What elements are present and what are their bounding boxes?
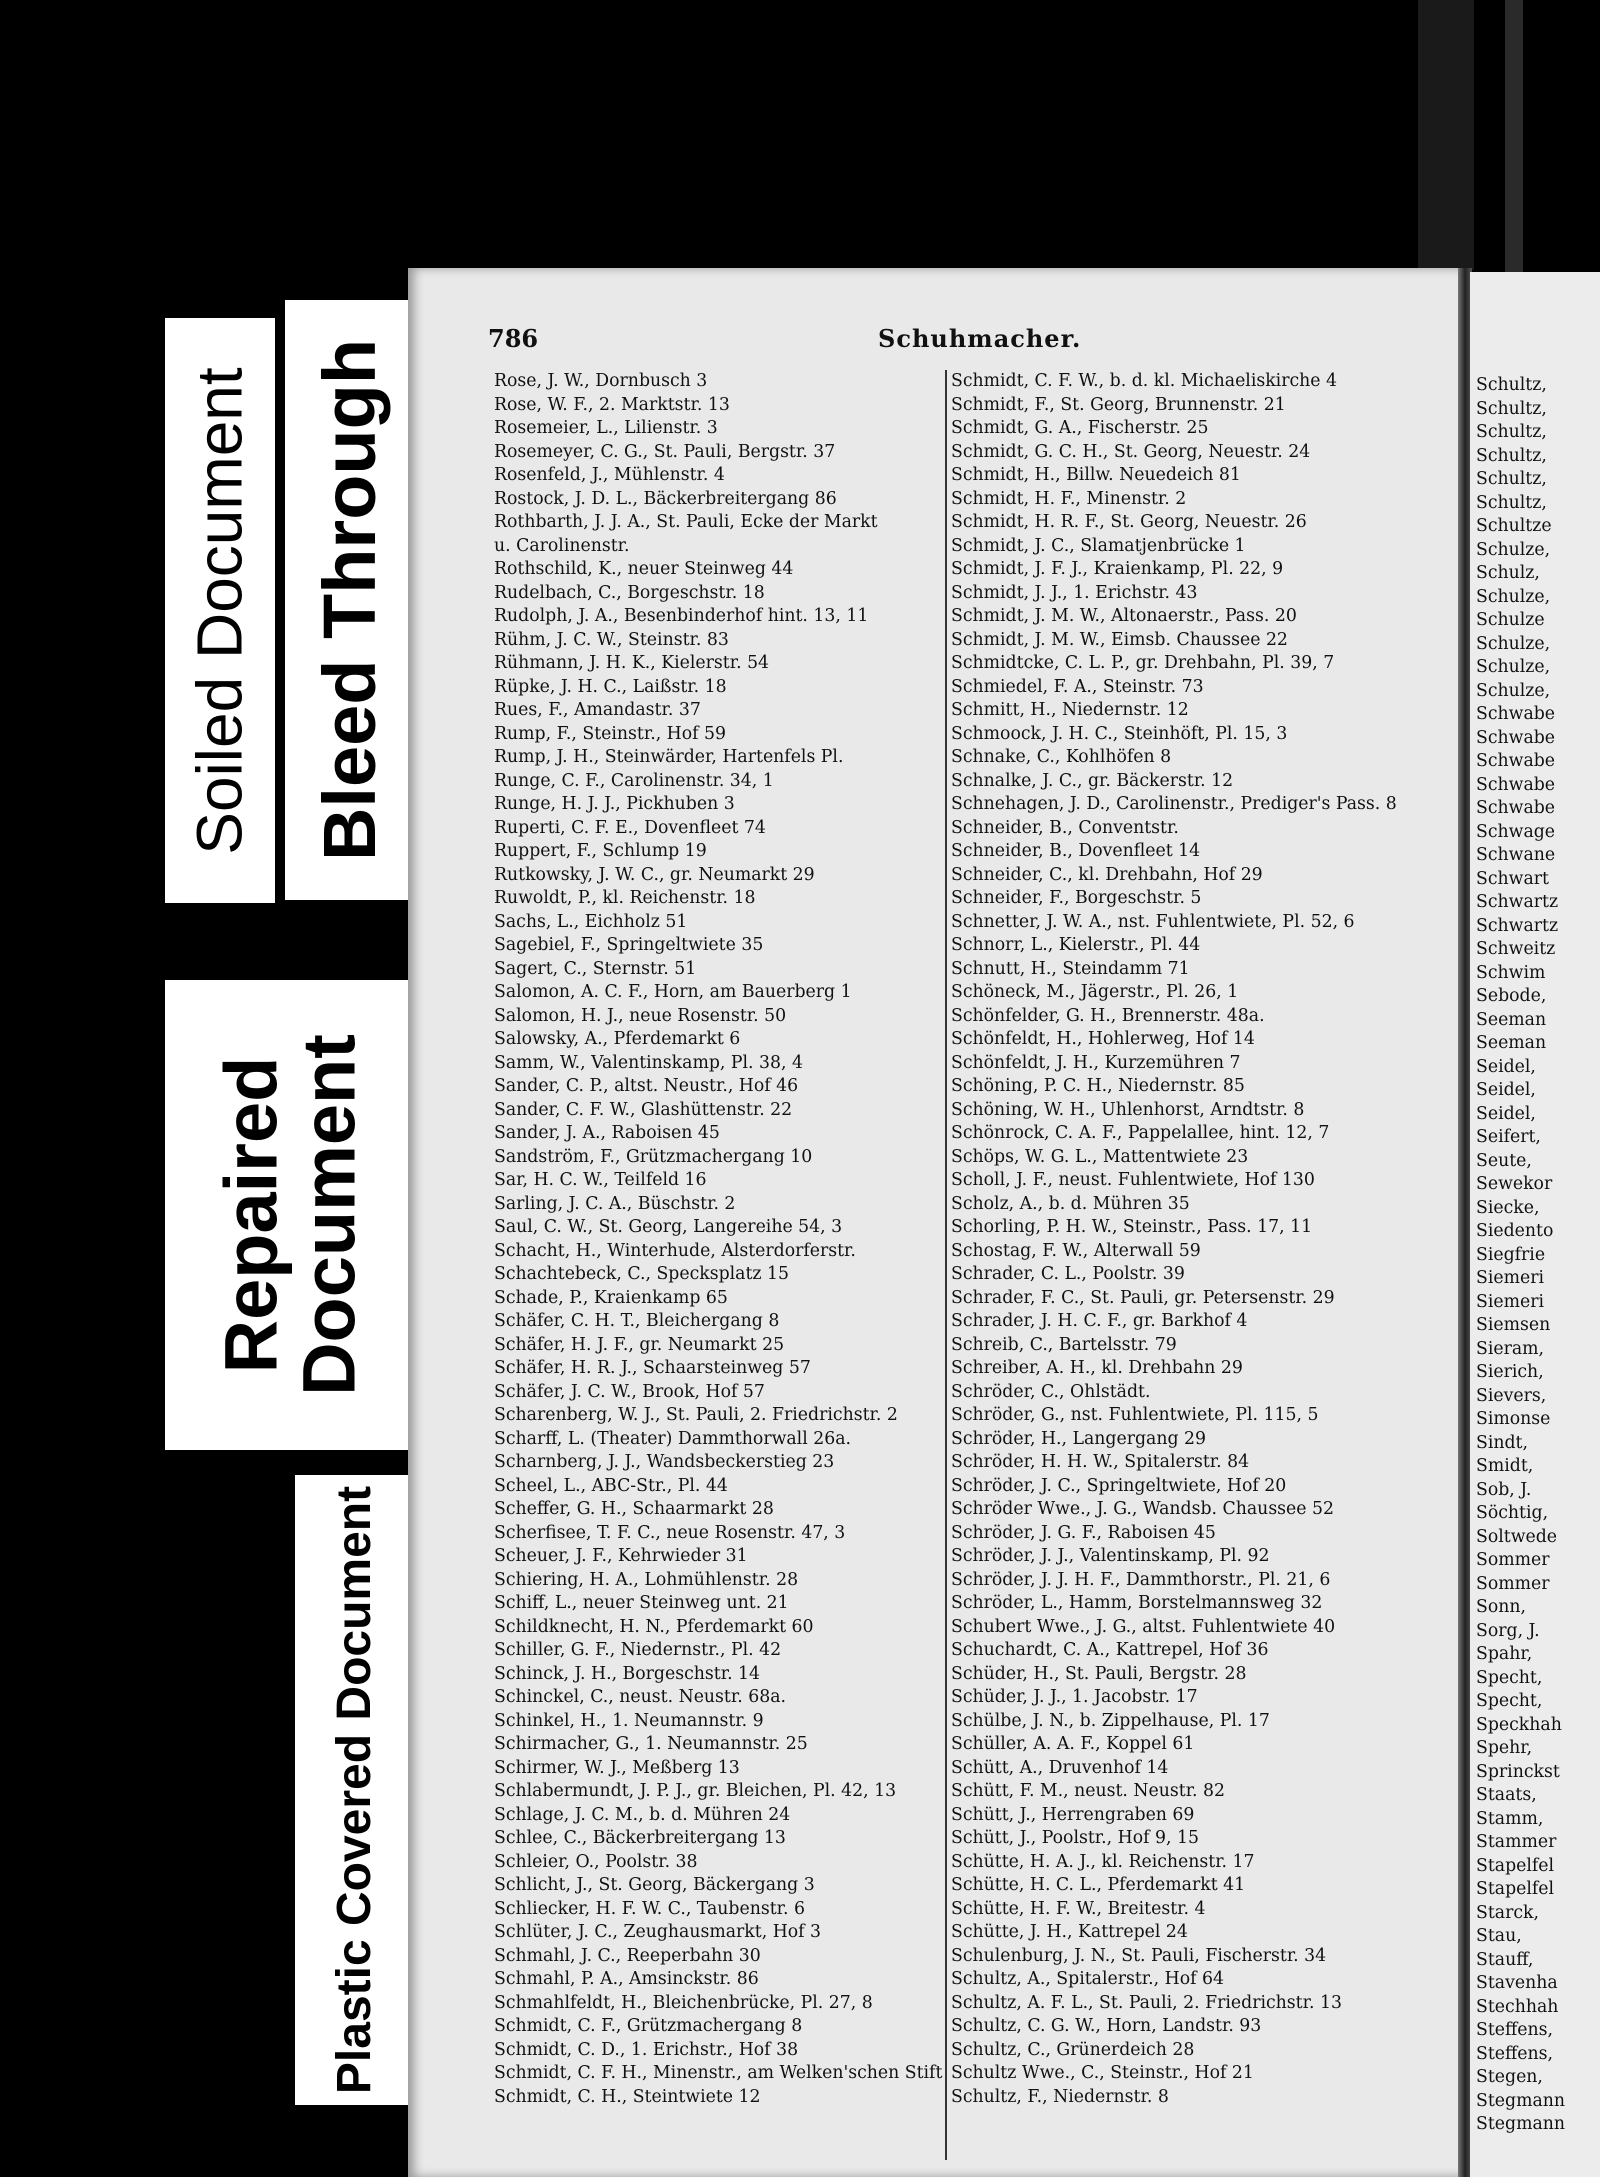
directory-entry: Stegmann	[1476, 2090, 1566, 2111]
directory-entry: Schinckel, C., neust. Neustr. 68a.	[494, 1687, 786, 1707]
directory-entry: Schöps, W. G. L., Mattentwiete 23	[951, 1146, 1249, 1167]
directory-entry: Sonn,	[1476, 1597, 1526, 1617]
tab-label-2: Document	[287, 1034, 370, 1396]
directory-entry: Schleier, O., Poolstr. 38	[494, 1851, 698, 1872]
directory-entry: Schönrock, C. A. F., Pappelallee, hint. 12, 7	[951, 1123, 1330, 1143]
directory-entry: Schmoock, J. H. C., Steinhöft, Pl. 15, 3	[951, 723, 1288, 744]
directory-entry: Rühmann, J. H. K., Kielerstr. 54	[494, 653, 770, 673]
directory-entry: Stamm,	[1476, 1808, 1544, 1829]
directory-entry: Schwim	[1476, 962, 1546, 983]
directory-entry: Seidel,	[1476, 1080, 1536, 1100]
directory-entry: Sandström, F., Grützmachergang 10	[494, 1146, 813, 1167]
directory-entry: Schüder, J. J., 1. Jacobstr. 17	[951, 1687, 1198, 1707]
directory-entry: Scheel, L., ABC-Str., Pl. 44	[494, 1475, 728, 1496]
directory-entry: Schäfer, J. C. W., Brook, Hof 57	[494, 1381, 765, 1402]
directory-entry: Steffens,	[1476, 2020, 1554, 2040]
directory-entry: Rose, J. W., Dornbusch 3	[494, 371, 708, 391]
directory-entry: Schultz,	[1476, 422, 1547, 442]
directory-entry: Rostock, J. D. L., Bäckerbreitergang 86	[494, 488, 837, 509]
directory-entry: Schultz Wwe., C., Steinstr., Hof 21	[951, 2063, 1254, 2083]
directory-entry: Schlabermundt, J. P. J., gr. Bleichen, Pl. 42, 13	[494, 1781, 897, 1801]
directory-entry: Rump, F., Steinstr., Hof 59	[494, 723, 727, 744]
directory-entry: Schultz, C., Grünerdeich 28	[951, 2039, 1195, 2060]
directory-entry: Schröder, L., Hamm, Borstelmannsweg 32	[951, 1593, 1323, 1613]
directory-entry: Schmidt, H. R. F., St. Georg, Neuestr. 26	[951, 512, 1307, 532]
tab-label: Soiled Document	[183, 366, 256, 855]
directory-entry: Sander, C. P., altst. Neustr., Hof 46	[494, 1076, 799, 1096]
directory-entry: Rudelbach, C., Borgeschstr. 18	[494, 582, 765, 603]
directory-entry: Sprinckst	[1476, 1761, 1560, 1782]
directory-entry: Rothschild, K., neuer Steinweg 44	[494, 559, 794, 579]
directory-entry: Sommer	[1476, 1550, 1550, 1570]
directory-entry: Scherfisee, T. F. C., neue Rosenstr. 47, 3	[494, 1522, 846, 1543]
directory-entry: Schmahlfeldt, H., Bleichenbrücke, Pl. 27, 8	[494, 1992, 873, 2013]
directory-entry: Schmahl, J. C., Reeperbahn 30	[494, 1945, 761, 1966]
directory-entry: Soltwede	[1476, 1526, 1558, 1547]
directory-entry: Schöneck, M., Jägerstr., Pl. 26, 1	[951, 982, 1239, 1002]
directory-entry: Schwane	[1476, 845, 1556, 865]
directory-entry: Schönfelder, G. H., Brennerstr. 48a.	[951, 1005, 1265, 1026]
directory-entry: Schreib, C., Bartelsstr. 79	[951, 1334, 1177, 1355]
facing-page	[1470, 272, 1600, 2177]
directory-entry: Schäfer, C. H. T., Bleichergang 8	[494, 1311, 780, 1331]
directory-entry: Schultz,	[1476, 375, 1547, 395]
directory-entry: Schrader, C. L., Poolstr. 39	[951, 1264, 1185, 1284]
directory-entry: Scholl, J. F., neust. Fuhlentwiete, Hof 130	[951, 1170, 1315, 1190]
page-number: 786	[488, 324, 539, 353]
directory-entry: Sagebiel, F., Springeltwiete 35	[494, 935, 764, 955]
directory-entry: Stavenha	[1476, 1973, 1558, 1993]
directory-entry: Schiering, H. A., Lohmühlenstr. 28	[494, 1569, 799, 1590]
tab-label: Bleed Through	[308, 338, 392, 862]
directory-entry: Schulze	[1476, 610, 1545, 630]
directory-entry: Schirmacher, G., 1. Neumannstr. 25	[494, 1734, 808, 1754]
directory-entry: Schorling, P. H. W., Steinstr., Pass. 17, 11	[951, 1217, 1313, 1237]
directory-entry: Schmidt, C. F. H., Minenstr., am Welken'schen Stift	[494, 2063, 943, 2083]
directory-entry: Ruppert, F., Schlump 19	[494, 841, 707, 861]
directory-entry: Schnetter, J. W. A., nst. Fuhlentwiete, Pl. 52, 6	[951, 911, 1355, 932]
scanned-page	[408, 268, 1463, 2177]
directory-entry: Schmidt, C. F. W., b. d. kl. Michaeliskirche 4	[951, 371, 1337, 391]
directory-entry: Runge, H. J. J., Pickhuben 3	[494, 794, 735, 814]
directory-entry: Sarling, J. C. A., Büschstr. 2	[494, 1193, 736, 1214]
directory-entry: Scheuer, J. F., Kehrwieder 31	[494, 1546, 748, 1566]
directory-entry: Schildknecht, H. N., Pferdemarkt 60	[494, 1616, 814, 1637]
directory-entry: Schreiber, A. H., kl. Drehbahn 29	[951, 1358, 1243, 1378]
directory-entry: Specht,	[1476, 1667, 1543, 1688]
directory-entry: Stammer	[1476, 1832, 1557, 1852]
directory-entry: Schütte, H. F. W., Breitestr. 4	[951, 1898, 1206, 1919]
directory-entry: Spehr,	[1476, 1738, 1533, 1758]
directory-entry: Schäfer, H. J. F., gr. Neumarkt 25	[494, 1334, 785, 1355]
directory-entry: u. Carolinenstr.	[494, 535, 630, 556]
directory-entry: Schröder, J. J., Valentinskamp, Pl. 92	[951, 1546, 1270, 1566]
directory-entry: Schönfeldt, H., Hohlerweg, Hof 14	[951, 1029, 1255, 1049]
directory-entry: Stauff,	[1476, 1949, 1534, 1970]
directory-entry: Schröder, G., nst. Fuhlentwiete, Pl. 115, 5	[951, 1405, 1319, 1425]
directory-entry: Schulze,	[1476, 657, 1551, 677]
running-title: Schuhmacher.	[878, 324, 1082, 353]
directory-entry: Rosemeyer, C. G., St. Pauli, Bergstr. 37	[494, 441, 836, 462]
directory-entry: Schmidt, G. C. H., St. Georg, Neuestr. 24	[951, 441, 1311, 462]
directory-entry: Schütte, J. H., Kattrepel 24	[951, 1922, 1188, 1942]
directory-entry: Schneider, C., kl. Drehbahn, Hof 29	[951, 864, 1263, 885]
directory-entry: Schiller, G. F., Niedernstr., Pl. 42	[494, 1640, 782, 1660]
directory-entry: Scharff, L. (Theater) Dammthorwall 26a.	[494, 1428, 852, 1449]
directory-entry: Schweitz	[1476, 939, 1556, 959]
directory-entry: Schmitt, H., Niedernstr. 12	[951, 700, 1189, 720]
tab-label: Repaired	[209, 1056, 293, 1374]
directory-entry: Schröder, H., Langergang 29	[951, 1428, 1206, 1449]
directory-entry: Schütt, A., Druvenhof 14	[951, 1757, 1169, 1778]
directory-entry: Seeman	[1476, 1009, 1547, 1030]
directory-entry: Schmidt, H. F., Minenstr. 2	[951, 488, 1187, 509]
directory-entry: Schmidt, J. M. W., Eimsb. Chaussee 22	[951, 629, 1288, 650]
directory-entry: Sorg, J.	[1476, 1620, 1540, 1641]
directory-entry: Schmidt, J. J., 1. Erichstr. 43	[951, 582, 1198, 603]
directory-entry: Stapelfel	[1476, 1879, 1555, 1899]
directory-entry: Schöning, W. H., Uhlenhorst, Arndtstr. 8	[951, 1099, 1305, 1120]
directory-entry: Schultz, A., Spitalerstr., Hof 64	[951, 1969, 1224, 1989]
directory-entry: Schröder, J. J. H. F., Dammthorstr., Pl. 21, 6	[951, 1569, 1331, 1590]
directory-entry: Schultz, A. F. L., St. Pauli, 2. Friedrichstr. 13	[951, 1992, 1342, 2013]
directory-entry: Smidt,	[1476, 1456, 1534, 1476]
directory-entry: Schlüter, J. C., Zeughausmarkt, Hof 3	[494, 1922, 822, 1942]
directory-entry: Rothbarth, J. J. A., St. Pauli, Ecke der Markt	[494, 512, 878, 532]
directory-entry: Staats,	[1476, 1785, 1537, 1805]
directory-entry: Schröder, H. H. W., Spitalerstr. 84	[951, 1452, 1250, 1472]
directory-entry: Schwabe	[1476, 727, 1556, 748]
directory-entry: Schinkel, H., 1. Neumannstr. 9	[494, 1710, 764, 1731]
directory-entry: Samm, W., Valentinskamp, Pl. 38, 4	[494, 1052, 803, 1073]
tab-repaired-document	[165, 980, 415, 1450]
directory-entry: Sagert, C., Sternstr. 51	[494, 958, 697, 979]
directory-entry: Schnorr, L., Kielerstr., Pl. 44	[951, 935, 1201, 955]
directory-entry: Schmidt, H., Billw. Neuedeich 81	[951, 465, 1241, 485]
directory-entry: Salomon, A. C. F., Horn, am Bauerberg 1	[494, 982, 852, 1002]
directory-entry: Sierich,	[1476, 1362, 1544, 1382]
directory-entry: Simonse	[1476, 1409, 1551, 1429]
directory-entry: Seifert,	[1476, 1127, 1541, 1147]
directory-entry: Schulenburg, J. N., St. Pauli, Fischerstr. 34	[951, 1945, 1327, 1966]
directory-entry: Saul, C. W., St. Georg, Langereihe 54, 3	[494, 1217, 843, 1237]
directory-entry: Schulze,	[1476, 680, 1551, 701]
tab-plastic-covered-document	[295, 1475, 415, 2105]
directory-entry: Schmidt, F., St. Georg, Brunnenstr. 21	[951, 394, 1286, 415]
directory-entry: Schirmer, W. J., Meßberg 13	[494, 1757, 740, 1778]
directory-entry: Ruperti, C. F. E., Dovenfleet 74	[494, 817, 766, 838]
directory-entry: Scholz, A., b. d. Mühren 35	[951, 1193, 1190, 1214]
directory-entry: Schmidtcke, C. L. P., gr. Drehbahn, Pl. 39, 7	[951, 653, 1335, 673]
directory-entry: Stapelfel	[1476, 1855, 1555, 1876]
directory-entry: Stechhah	[1476, 1996, 1559, 2017]
tab-label: Plastic Covered Document	[327, 1485, 381, 2095]
directory-entry: Schröder Wwe., J. G., Wandsb. Chaussee 52	[951, 1499, 1334, 1519]
directory-entry: Stau,	[1476, 1926, 1522, 1946]
directory-entry: Scharenberg, W. J., St. Pauli, 2. Friedrichstr. 2	[494, 1405, 898, 1425]
directory-entry: Sander, J. A., Raboisen 45	[494, 1123, 720, 1143]
directory-entry: Rose, W. F., 2. Marktstr. 13	[494, 394, 730, 415]
directory-entry: Steffens,	[1476, 2043, 1554, 2064]
directory-entry: Schmidt, C. D., 1. Erichstr., Hof 38	[494, 2039, 799, 2060]
directory-entry: Schuchardt, C. A., Kattrepel, Hof 36	[951, 1640, 1269, 1660]
directory-entry: Ruwoldt, P., kl. Reichenstr. 18	[494, 888, 756, 908]
directory-entry: Siemeri	[1476, 1268, 1544, 1288]
directory-entry: Schwabe	[1476, 774, 1556, 795]
directory-entry: Schrader, F. C., St. Pauli, gr. Petersenstr. 29	[951, 1287, 1335, 1308]
tab-bleed-through	[285, 300, 415, 900]
directory-entry: Schulze,	[1476, 586, 1551, 607]
fragment-column	[1476, 374, 1600, 2137]
tab-soiled-document	[165, 318, 275, 903]
directory-entry: Schäfer, H. R. J., Schaarsteinweg 57	[494, 1358, 811, 1378]
directory-entry: Sander, C. F. W., Glashüttenstr. 22	[494, 1099, 793, 1120]
directory-entry: Spahr,	[1476, 1644, 1533, 1664]
directory-entry: Schmidt, C. H., Steintwiete 12	[494, 2086, 761, 2107]
directory-entry: Schütt, J., Herrengraben 69	[951, 1804, 1195, 1825]
directory-entry: Schostag, F. W., Alterwall 59	[951, 1240, 1201, 1261]
directory-entry: Scharnberg, J. J., Wandsbeckerstieg 23	[494, 1452, 835, 1472]
directory-entry: Rosemeier, L., Lilienstr. 3	[494, 418, 718, 438]
directory-entry: Söchtig,	[1476, 1503, 1549, 1523]
directory-entry: Schliecker, H. F. W. C., Taubenstr. 6	[494, 1898, 805, 1919]
directory-entry: Schwage	[1476, 821, 1556, 842]
directory-entry: Schöning, P. C. H., Niedernstr. 85	[951, 1076, 1245, 1096]
directory-entry: Sewekor	[1476, 1174, 1553, 1194]
directory-entry: Seidel,	[1476, 1103, 1536, 1124]
directory-entry: Schnehagen, J. D., Carolinenstr., Prediger's Pass. 8	[951, 794, 1397, 814]
page-header	[408, 324, 1463, 364]
directory-entry: Schwart	[1476, 868, 1549, 889]
directory-entry: Rüpke, J. H. C., Laißstr. 18	[494, 676, 727, 697]
directory-entry: Schütt, J., Poolstr., Hof 9, 15	[951, 1828, 1199, 1848]
directory-entry: Schröder, C., Ohlstädt.	[951, 1381, 1151, 1402]
directory-entry: Schachtebeck, C., Specksplatz 15	[494, 1264, 790, 1284]
directory-entry: Rues, F., Amandastr. 37	[494, 700, 701, 720]
directory-entry: Schneider, B., Dovenfleet 14	[951, 841, 1201, 861]
directory-entry: Schnalke, J. C., gr. Bäckerstr. 12	[951, 770, 1234, 791]
directory-entry: Sebode,	[1476, 986, 1547, 1006]
directory-entry: Scheffer, G. H., Schaarmarkt 28	[494, 1499, 774, 1519]
directory-entry: Schlage, J. C. M., b. d. Mühren 24	[494, 1804, 791, 1825]
directory-entry: Schnake, C., Kohlhöfen 8	[951, 747, 1172, 767]
directory-entry: Specht,	[1476, 1691, 1543, 1711]
directory-entry: Stegen,	[1476, 2067, 1543, 2087]
directory-entry: Starck,	[1476, 1902, 1539, 1923]
directory-entry: Schlee, C., Bäckerbreitergang 13	[494, 1828, 786, 1848]
directory-entry: Schultz, F., Niedernstr. 8	[951, 2086, 1169, 2107]
directory-entry: Schröder, J. G. F., Raboisen 45	[951, 1522, 1216, 1543]
directory-entry: Runge, C. F., Carolinenstr. 34, 1	[494, 770, 774, 791]
directory-entry: Sachs, L., Eichholz 51	[494, 911, 688, 932]
directory-entry: Schütt, F. M., neust. Neustr. 82	[951, 1781, 1226, 1801]
directory-entry: Schultz,	[1476, 398, 1547, 419]
directory-entry: Schwartz	[1476, 915, 1559, 936]
directory-entry: Schwabe	[1476, 704, 1556, 724]
directory-entry: Schade, P., Kraienkamp 65	[494, 1287, 728, 1308]
directory-entry: Schubert Wwe., J. G., altst. Fuhlentwiete 40	[951, 1616, 1336, 1637]
directory-entry: Siedento	[1476, 1221, 1554, 1241]
directory-entry: Sob, J.	[1476, 1479, 1532, 1500]
directory-entry: Seidel,	[1476, 1056, 1536, 1077]
directory-entry: Rosenfeld, J., Mühlenstr. 4	[494, 465, 725, 485]
directory-entry: Rühm, J. C. W., Steinstr. 83	[494, 629, 729, 650]
directory-entry: Schultze	[1476, 516, 1552, 536]
directory-entry: Schwabe	[1476, 798, 1556, 818]
directory-entry: Rutkowsky, J. W. C., gr. Neumarkt 29	[494, 864, 815, 885]
directory-entry: Schmidt, G. A., Fischerstr. 25	[951, 418, 1209, 438]
directory-entry: Schneider, F., Borgeschstr. 5	[951, 888, 1202, 908]
directory-entry: Schulze,	[1476, 539, 1551, 560]
directory-entry: Schmidt, J. F. J., Kraienkamp, Pl. 22, 9	[951, 559, 1284, 579]
directory-entry: Schwartz	[1476, 892, 1559, 912]
directory-entry: Seute,	[1476, 1150, 1532, 1171]
directory-entry: Schulz,	[1476, 563, 1540, 583]
directory-entry: Schüller, A. A. F., Koppel 61	[951, 1734, 1195, 1754]
directory-entry: Schmidt, C. F., Grützmachergang 8	[494, 2016, 803, 2036]
directory-entry: Seeman	[1476, 1033, 1547, 1053]
directory-entry: Schultz,	[1476, 469, 1547, 489]
directory-entry: Schwabe	[1476, 751, 1556, 771]
directory-entry: Schultz, C. G. W., Horn, Landstr. 93	[951, 2016, 1262, 2036]
right-column	[951, 370, 1451, 2109]
directory-entry: Schulze,	[1476, 633, 1551, 654]
directory-entry: Schüder, H., St. Pauli, Bergstr. 28	[951, 1663, 1247, 1684]
directory-entry: Schülbe, J. N., b. Zippelhause, Pl. 17	[951, 1710, 1270, 1731]
directory-entry: Schiff, L., neuer Steinweg unt. 21	[494, 1593, 789, 1613]
directory-entry: Schinck, J. H., Borgeschstr. 14	[494, 1663, 761, 1684]
directory-entry: Sievers,	[1476, 1385, 1547, 1406]
ribbon	[1505, 0, 1523, 275]
column-divider	[945, 370, 947, 2160]
directory-entry: Rudolph, J. A., Besenbinderhof hint. 13, 11	[494, 606, 869, 626]
directory-entry: Stegmann	[1476, 2114, 1566, 2134]
directory-entry: Siemsen	[1476, 1315, 1551, 1335]
directory-entry: Schmidt, J. M. W., Altonaerstr., Pass. 20	[951, 606, 1297, 626]
ribbon	[1418, 0, 1474, 270]
directory-entry: Speckhah	[1476, 1714, 1562, 1735]
directory-entry: Sommer	[1476, 1573, 1550, 1594]
directory-entry: Schmahl, P. A., Amsinckstr. 86	[494, 1969, 759, 1989]
directory-entry: Siegfrie	[1476, 1244, 1546, 1265]
directory-entry: Sieram,	[1476, 1338, 1545, 1359]
directory-entry: Schrader, J. H. C. F., gr. Barkhof 4	[951, 1311, 1248, 1331]
directory-entry: Schacht, H., Winterhude, Alsterdorferstr.	[494, 1240, 856, 1261]
directory-entry: Schlicht, J., St. Georg, Bäckergang 3	[494, 1875, 815, 1895]
directory-entry: Schultz,	[1476, 492, 1547, 513]
directory-entry: Salomon, H. J., neue Rosenstr. 50	[494, 1005, 787, 1026]
directory-entry: Schneider, B., Conventstr.	[951, 817, 1179, 838]
directory-entry: Schütte, H. A. J., kl. Reichenstr. 17	[951, 1851, 1255, 1872]
directory-entry: Schröder, J. C., Springeltwiete, Hof 20	[951, 1475, 1287, 1496]
directory-entry: Sindt,	[1476, 1432, 1528, 1453]
directory-entry: Schultz,	[1476, 445, 1547, 466]
directory-entry: Salowsky, A., Pferdemarkt 6	[494, 1029, 741, 1049]
directory-entry: Siemeri	[1476, 1291, 1544, 1312]
directory-entry: Schmiedel, F. A., Steinstr. 73	[951, 676, 1204, 697]
directory-entry: Schütte, H. C. L., Pferdemarkt 41	[951, 1875, 1246, 1895]
directory-entry: Schönfeldt, J. H., Kurzemühren 7	[951, 1052, 1241, 1073]
directory-entry: Siecke,	[1476, 1197, 1540, 1218]
directory-entry: Schnutt, H., Steindamm 71	[951, 958, 1190, 979]
directory-entry: Rump, J. H., Steinwärder, Hartenfels Pl.	[494, 747, 844, 767]
directory-entry: Schmidt, J. C., Slamatjenbrücke 1	[951, 535, 1246, 556]
left-column	[494, 370, 964, 2109]
directory-entry: Sar, H. C. W., Teilfeld 16	[494, 1170, 707, 1190]
